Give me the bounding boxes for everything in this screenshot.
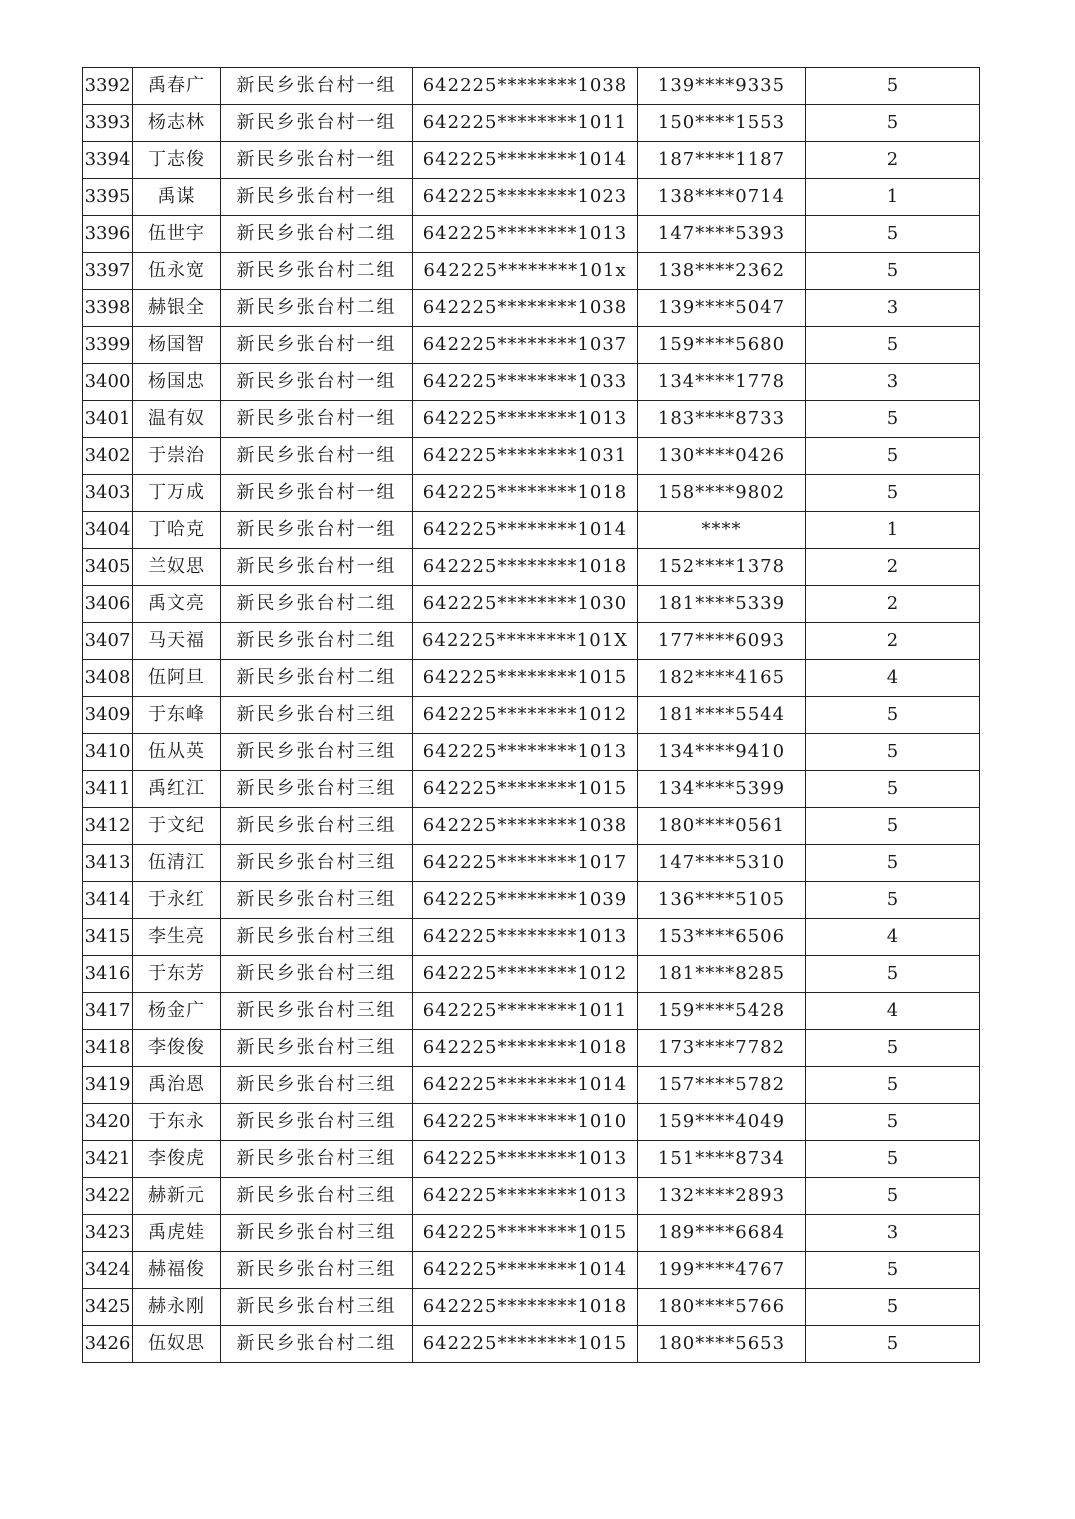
id-number-cell: 642225********1015 <box>413 1215 638 1252</box>
household-count-cell: 5 <box>806 1141 980 1178</box>
id-number-cell: 642225********1018 <box>413 1289 638 1326</box>
household-count-cell: 5 <box>806 1178 980 1215</box>
address-cell: 新民乡张台村三组 <box>221 1289 413 1326</box>
phone-cell: 181****5339 <box>638 586 806 623</box>
household-count-cell: 5 <box>806 475 980 512</box>
phone-cell: 159****5428 <box>638 993 806 1030</box>
phone-cell: 151****8734 <box>638 1141 806 1178</box>
phone-cell: 183****8733 <box>638 401 806 438</box>
name-cell: 禹谋 <box>133 179 221 216</box>
name-cell: 伍永宽 <box>133 253 221 290</box>
row-number-cell: 3394 <box>83 142 133 179</box>
phone-cell: 138****2362 <box>638 253 806 290</box>
table-row <box>83 512 980 549</box>
address-cell: 新民乡张台村一组 <box>221 512 413 549</box>
phone-cell: 180****5766 <box>638 1289 806 1326</box>
household-count-cell: 5 <box>806 808 980 845</box>
name-cell: 李生亮 <box>133 919 221 956</box>
address-cell: 新民乡张台村一组 <box>221 438 413 475</box>
household-count-cell: 5 <box>806 68 980 105</box>
phone-cell: 136****5105 <box>638 882 806 919</box>
row-number-cell: 3397 <box>83 253 133 290</box>
table-row <box>83 808 980 845</box>
id-number-cell: 642225********1017 <box>413 845 638 882</box>
address-cell: 新民乡张台村一组 <box>221 105 413 142</box>
address-cell: 新民乡张台村一组 <box>221 68 413 105</box>
table-row <box>83 475 980 512</box>
row-number-cell: 3398 <box>83 290 133 327</box>
address-cell: 新民乡张台村三组 <box>221 771 413 808</box>
table-row <box>83 1289 980 1326</box>
name-cell: 伍奴思 <box>133 1326 221 1363</box>
id-number-cell: 642225********1013 <box>413 216 638 253</box>
row-number-cell: 3411 <box>83 771 133 808</box>
name-cell: 禹治恩 <box>133 1067 221 1104</box>
id-number-cell: 642225********1012 <box>413 956 638 993</box>
name-cell: 杨志林 <box>133 105 221 142</box>
name-cell: 赫福俊 <box>133 1252 221 1289</box>
address-cell: 新民乡张台村一组 <box>221 401 413 438</box>
household-count-cell: 2 <box>806 586 980 623</box>
table-row <box>83 1326 980 1363</box>
name-cell: 杨国智 <box>133 327 221 364</box>
address-cell: 新民乡张台村一组 <box>221 327 413 364</box>
table-row <box>83 68 980 105</box>
id-number-cell: 642225********1018 <box>413 549 638 586</box>
address-cell: 新民乡张台村三组 <box>221 993 413 1030</box>
household-table <box>82 67 980 1363</box>
id-number-cell: 642225********1011 <box>413 993 638 1030</box>
address-cell: 新民乡张台村一组 <box>221 364 413 401</box>
id-number-cell: 642225********1011 <box>413 105 638 142</box>
table-row <box>83 734 980 771</box>
address-cell: 新民乡张台村三组 <box>221 1252 413 1289</box>
phone-cell: 189****6684 <box>638 1215 806 1252</box>
name-cell: 赫新元 <box>133 1178 221 1215</box>
table-row <box>83 919 980 956</box>
household-count-cell: 5 <box>806 1326 980 1363</box>
table-row <box>83 438 980 475</box>
address-cell: 新民乡张台村三组 <box>221 845 413 882</box>
address-cell: 新民乡张台村二组 <box>221 253 413 290</box>
table-row <box>83 697 980 734</box>
address-cell: 新民乡张台村三组 <box>221 1215 413 1252</box>
id-number-cell: 642225********1014 <box>413 1252 638 1289</box>
row-number-cell: 3421 <box>83 1141 133 1178</box>
row-number-cell: 3425 <box>83 1289 133 1326</box>
id-number-cell: 642225********1018 <box>413 1030 638 1067</box>
name-cell: 马天福 <box>133 623 221 660</box>
name-cell: 兰奴思 <box>133 549 221 586</box>
name-cell: 李俊俊 <box>133 1030 221 1067</box>
table-row <box>83 364 980 401</box>
phone-cell: 138****0714 <box>638 179 806 216</box>
name-cell: 杨金广 <box>133 993 221 1030</box>
address-cell: 新民乡张台村二组 <box>221 623 413 660</box>
name-cell: 温有奴 <box>133 401 221 438</box>
table-row <box>83 142 980 179</box>
phone-cell: 132****2893 <box>638 1178 806 1215</box>
table-row <box>83 1215 980 1252</box>
row-number-cell: 3410 <box>83 734 133 771</box>
address-cell: 新民乡张台村三组 <box>221 919 413 956</box>
phone-cell: 159****5680 <box>638 327 806 364</box>
row-number-cell: 3409 <box>83 697 133 734</box>
name-cell: 于东峰 <box>133 697 221 734</box>
household-count-cell: 5 <box>806 1067 980 1104</box>
row-number-cell: 3416 <box>83 956 133 993</box>
address-cell: 新民乡张台村二组 <box>221 1326 413 1363</box>
row-number-cell: 3422 <box>83 1178 133 1215</box>
address-cell: 新民乡张台村三组 <box>221 734 413 771</box>
household-count-cell: 5 <box>806 734 980 771</box>
table-row <box>83 1252 980 1289</box>
table-row <box>83 401 980 438</box>
household-count-cell: 5 <box>806 845 980 882</box>
id-number-cell: 642225********101X <box>413 623 638 660</box>
table-row <box>83 1178 980 1215</box>
table-row <box>83 1030 980 1067</box>
table-row <box>83 290 980 327</box>
table-row <box>83 1141 980 1178</box>
phone-cell: 177****6093 <box>638 623 806 660</box>
address-cell: 新民乡张台村二组 <box>221 216 413 253</box>
address-cell: 新民乡张台村二组 <box>221 290 413 327</box>
address-cell: 新民乡张台村二组 <box>221 660 413 697</box>
name-cell: 丁哈克 <box>133 512 221 549</box>
table-row <box>83 771 980 808</box>
phone-cell: 139****9335 <box>638 68 806 105</box>
household-count-cell: 5 <box>806 105 980 142</box>
row-number-cell: 3420 <box>83 1104 133 1141</box>
phone-cell: 134****1778 <box>638 364 806 401</box>
name-cell: 禹红江 <box>133 771 221 808</box>
table-row <box>83 549 980 586</box>
phone-cell: 158****9802 <box>638 475 806 512</box>
phone-cell: 147****5393 <box>638 216 806 253</box>
household-count-cell: 2 <box>806 142 980 179</box>
row-number-cell: 3424 <box>83 1252 133 1289</box>
id-number-cell: 642225********1030 <box>413 586 638 623</box>
household-count-cell: 5 <box>806 882 980 919</box>
row-number-cell: 3401 <box>83 401 133 438</box>
phone-cell: 152****1378 <box>638 549 806 586</box>
row-number-cell: 3395 <box>83 179 133 216</box>
address-cell: 新民乡张台村一组 <box>221 549 413 586</box>
id-number-cell: 642225********1033 <box>413 364 638 401</box>
address-cell: 新民乡张台村一组 <box>221 142 413 179</box>
household-count-cell: 2 <box>806 623 980 660</box>
table-row <box>83 845 980 882</box>
table-row <box>83 993 980 1030</box>
table-row <box>83 586 980 623</box>
household-count-cell: 5 <box>806 401 980 438</box>
name-cell: 于东永 <box>133 1104 221 1141</box>
id-number-cell: 642225********1038 <box>413 290 638 327</box>
id-number-cell: 642225********1023 <box>413 179 638 216</box>
phone-cell: 157****5782 <box>638 1067 806 1104</box>
row-number-cell: 3405 <box>83 549 133 586</box>
row-number-cell: 3415 <box>83 919 133 956</box>
phone-cell: 187****1187 <box>638 142 806 179</box>
id-number-cell: 642225********1014 <box>413 1067 638 1104</box>
phone-cell: 182****4165 <box>638 660 806 697</box>
row-number-cell: 3412 <box>83 808 133 845</box>
id-number-cell: 642225********1012 <box>413 697 638 734</box>
row-number-cell: 3408 <box>83 660 133 697</box>
household-count-cell: 1 <box>806 512 980 549</box>
address-cell: 新民乡张台村三组 <box>221 956 413 993</box>
household-count-cell: 5 <box>806 1289 980 1326</box>
row-number-cell: 3407 <box>83 623 133 660</box>
id-number-cell: 642225********1015 <box>413 1326 638 1363</box>
row-number-cell: 3404 <box>83 512 133 549</box>
phone-cell: 180****0561 <box>638 808 806 845</box>
address-cell: 新民乡张台村三组 <box>221 1141 413 1178</box>
address-cell: 新民乡张台村三组 <box>221 1030 413 1067</box>
row-number-cell: 3417 <box>83 993 133 1030</box>
phone-cell: 134****5399 <box>638 771 806 808</box>
row-number-cell: 3400 <box>83 364 133 401</box>
address-cell: 新民乡张台村一组 <box>221 475 413 512</box>
table-row <box>83 882 980 919</box>
id-number-cell: 642225********1013 <box>413 919 638 956</box>
id-number-cell: 642225********1015 <box>413 660 638 697</box>
household-count-cell: 5 <box>806 771 980 808</box>
address-cell: 新民乡张台村三组 <box>221 1178 413 1215</box>
household-count-cell: 1 <box>806 179 980 216</box>
name-cell: 丁万成 <box>133 475 221 512</box>
household-count-cell: 5 <box>806 216 980 253</box>
address-cell: 新民乡张台村三组 <box>221 882 413 919</box>
table-row <box>83 660 980 697</box>
row-number-cell: 3393 <box>83 105 133 142</box>
row-number-cell: 3399 <box>83 327 133 364</box>
id-number-cell: 642225********1014 <box>413 512 638 549</box>
name-cell: 李俊虎 <box>133 1141 221 1178</box>
row-number-cell: 3418 <box>83 1030 133 1067</box>
phone-cell: 199****4767 <box>638 1252 806 1289</box>
row-number-cell: 3392 <box>83 68 133 105</box>
address-cell: 新民乡张台村一组 <box>221 179 413 216</box>
phone-cell: 134****9410 <box>638 734 806 771</box>
address-cell: 新民乡张台村三组 <box>221 697 413 734</box>
household-count-cell: 5 <box>806 327 980 364</box>
phone-cell: 139****5047 <box>638 290 806 327</box>
address-cell: 新民乡张台村三组 <box>221 1104 413 1141</box>
id-number-cell: 642225********1013 <box>413 1141 638 1178</box>
row-number-cell: 3402 <box>83 438 133 475</box>
id-number-cell: 642225********1038 <box>413 68 638 105</box>
table-row <box>83 623 980 660</box>
id-number-cell: 642225********1014 <box>413 142 638 179</box>
household-count-cell: 5 <box>806 956 980 993</box>
table-row <box>83 216 980 253</box>
name-cell: 丁志俊 <box>133 142 221 179</box>
row-number-cell: 3414 <box>83 882 133 919</box>
table-row <box>83 253 980 290</box>
household-count-cell: 2 <box>806 549 980 586</box>
name-cell: 禹文亮 <box>133 586 221 623</box>
name-cell: 赫银全 <box>133 290 221 327</box>
table-body <box>83 68 980 1363</box>
household-count-cell: 5 <box>806 697 980 734</box>
household-count-cell: 4 <box>806 660 980 697</box>
address-cell: 新民乡张台村三组 <box>221 1067 413 1104</box>
phone-cell: 159****4049 <box>638 1104 806 1141</box>
table-row <box>83 1104 980 1141</box>
phone-cell: 173****7782 <box>638 1030 806 1067</box>
name-cell: 伍世宇 <box>133 216 221 253</box>
household-count-cell: 3 <box>806 290 980 327</box>
phone-cell: 130****0426 <box>638 438 806 475</box>
phone-cell: 180****5653 <box>638 1326 806 1363</box>
id-number-cell: 642225********1015 <box>413 771 638 808</box>
household-count-cell: 5 <box>806 253 980 290</box>
household-count-cell: 5 <box>806 1104 980 1141</box>
id-number-cell: 642225********1013 <box>413 1178 638 1215</box>
address-cell: 新民乡张台村三组 <box>221 808 413 845</box>
phone-cell: 181****5544 <box>638 697 806 734</box>
id-number-cell: 642225********1013 <box>413 401 638 438</box>
household-count-cell: 4 <box>806 993 980 1030</box>
id-number-cell: 642225********1038 <box>413 808 638 845</box>
name-cell: 于东芳 <box>133 956 221 993</box>
name-cell: 于永红 <box>133 882 221 919</box>
name-cell: 禹春广 <box>133 68 221 105</box>
row-number-cell: 3419 <box>83 1067 133 1104</box>
phone-cell: 150****1553 <box>638 105 806 142</box>
phone-cell: **** <box>638 512 806 549</box>
household-count-cell: 3 <box>806 1215 980 1252</box>
id-number-cell: 642225********1037 <box>413 327 638 364</box>
name-cell: 赫永刚 <box>133 1289 221 1326</box>
id-number-cell: 642225********101x <box>413 253 638 290</box>
name-cell: 伍阿旦 <box>133 660 221 697</box>
name-cell: 伍清江 <box>133 845 221 882</box>
row-number-cell: 3396 <box>83 216 133 253</box>
name-cell: 于崇治 <box>133 438 221 475</box>
table-row <box>83 179 980 216</box>
id-number-cell: 642225********1039 <box>413 882 638 919</box>
name-cell: 禹虎娃 <box>133 1215 221 1252</box>
row-number-cell: 3406 <box>83 586 133 623</box>
table-row <box>83 327 980 364</box>
name-cell: 杨国忠 <box>133 364 221 401</box>
row-number-cell: 3403 <box>83 475 133 512</box>
name-cell: 于文纪 <box>133 808 221 845</box>
household-count-cell: 3 <box>806 364 980 401</box>
id-number-cell: 642225********1018 <box>413 475 638 512</box>
table-row <box>83 956 980 993</box>
phone-cell: 147****5310 <box>638 845 806 882</box>
id-number-cell: 642225********1010 <box>413 1104 638 1141</box>
row-number-cell: 3413 <box>83 845 133 882</box>
table-row <box>83 105 980 142</box>
phone-cell: 153****6506 <box>638 919 806 956</box>
phone-cell: 181****8285 <box>638 956 806 993</box>
table-row <box>83 1067 980 1104</box>
id-number-cell: 642225********1013 <box>413 734 638 771</box>
household-count-cell: 5 <box>806 1030 980 1067</box>
household-count-cell: 5 <box>806 438 980 475</box>
id-number-cell: 642225********1031 <box>413 438 638 475</box>
name-cell: 伍从英 <box>133 734 221 771</box>
row-number-cell: 3423 <box>83 1215 133 1252</box>
address-cell: 新民乡张台村二组 <box>221 586 413 623</box>
household-count-cell: 5 <box>806 1252 980 1289</box>
household-count-cell: 4 <box>806 919 980 956</box>
row-number-cell: 3426 <box>83 1326 133 1363</box>
